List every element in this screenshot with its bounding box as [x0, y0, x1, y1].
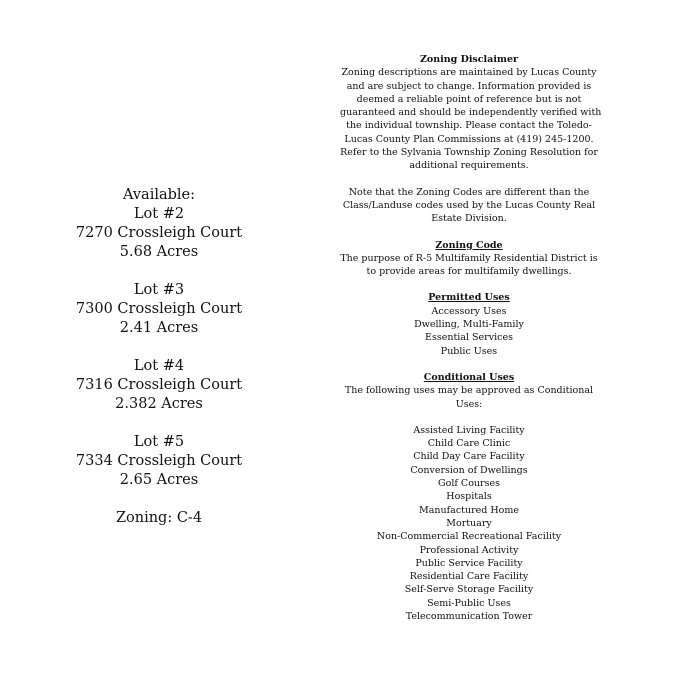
conditional-use-item: Child Care Clinic [427, 438, 511, 450]
lot-address: 7316 Crossleigh Court [75, 377, 243, 393]
zoning-info-panel [340, 53, 602, 623]
disclaimer-line: and are subject to change. Information provided is [346, 80, 592, 92]
available-label: Available: [122, 187, 196, 203]
conditional-use-item: Telecommunication Tower [405, 610, 533, 622]
note-line: Class/Landuse codes used by the Lucas County Real [342, 199, 596, 211]
conditional-intro-line: Uses: [455, 398, 483, 410]
conditional-use-item: Assisted Living Facility [413, 424, 525, 436]
conditional-intro-line: The following uses may be approved as Conditional [344, 385, 594, 397]
note-section [340, 186, 598, 226]
lot-address: 7300 Crossleigh Court [75, 301, 243, 317]
lot-entry [66, 357, 252, 414]
lot-address: 7334 Crossleigh Court [75, 453, 243, 469]
conditional-use-item: Manufactured Home [419, 504, 519, 516]
zoning-code-section [340, 239, 598, 279]
permitted-use-item: Public Uses [440, 345, 498, 357]
availability-panel [66, 186, 252, 528]
permitted-uses-title: Permitted Uses [428, 292, 510, 304]
lot-entry [66, 433, 252, 490]
permitted-uses-section [340, 291, 598, 357]
zoning-label: Zoning: C-4 [115, 510, 203, 526]
conditional-use-item: Professional Activity [419, 544, 519, 556]
lot-number: Lot #3 [133, 282, 185, 298]
zoning-code-title: Zoning Code [435, 239, 503, 251]
zoning-code-line: to provide areas for multifamily dwellings. [366, 266, 572, 278]
conditional-use-item: Hospitals [446, 491, 492, 503]
lot-address: 7270 Crossleigh Court [75, 225, 243, 241]
conditional-use-item: Self-Serve Storage Facility [404, 584, 534, 596]
conditional-uses-title: Conditional Uses [423, 371, 515, 383]
disclaimer-line: Refer to the Sylvania Township Zoning Resolution for [340, 147, 598, 159]
disclaimer-line: deemed a reliable point of reference but is not [356, 93, 582, 105]
lot-number: Lot #4 [133, 358, 185, 374]
note-line: Note that the Zoning Codes are different than the [348, 186, 590, 198]
disclaimer-line: Lucas County Plan Commissions at (419) 245-1200. [344, 133, 594, 145]
permitted-use-item: Essential Services [425, 332, 513, 344]
conditional-use-item: Non-Commercial Recreational Facility [376, 531, 562, 543]
lot-acres: 5.68 Acres [119, 244, 199, 260]
disclaimer-line: guaranteed and should be independently verified with [340, 107, 602, 119]
conditional-use-item: Child Day Care Facility [413, 451, 525, 463]
permitted-use-item: Dwelling, Multi-Family [414, 319, 524, 331]
lot-number: Lot #5 [133, 434, 185, 450]
disclaimer-line: Zoning descriptions are maintained by Lucas County [341, 67, 597, 79]
conditional-use-item: Residential Care Facility [409, 571, 529, 583]
lot-entry [66, 281, 252, 338]
note-line: Estate Division. [431, 213, 507, 225]
lot-acres: 2.41 Acres [119, 320, 199, 336]
conditional-use-item: Mortuary [446, 517, 492, 529]
disclaimer-section [340, 53, 602, 173]
lot-acres: 2.382 Acres [115, 396, 203, 412]
disclaimer-line: the individual township. Please contact the Toledo- [346, 120, 592, 132]
conditional-uses-list [340, 424, 598, 623]
permitted-use-item: Accessory Uses [431, 305, 507, 317]
lot-entry [66, 205, 252, 262]
disclaimer-line: additional requirements. [409, 160, 529, 172]
conditional-use-item: Golf Courses [438, 478, 500, 490]
conditional-use-item: Conversion of Dwellings [410, 464, 528, 476]
lot-acres: 2.65 Acres [119, 472, 199, 488]
zoning-code-line: The purpose of R-5 Multifamily Residential District is [340, 252, 598, 264]
disclaimer-title: Zoning Disclaimer [419, 54, 519, 65]
conditional-uses-header [340, 371, 598, 411]
conditional-use-item: Semi-Public Uses [427, 597, 511, 609]
lot-number: Lot #2 [133, 206, 185, 222]
conditional-use-item: Public Service Facility [415, 557, 523, 569]
